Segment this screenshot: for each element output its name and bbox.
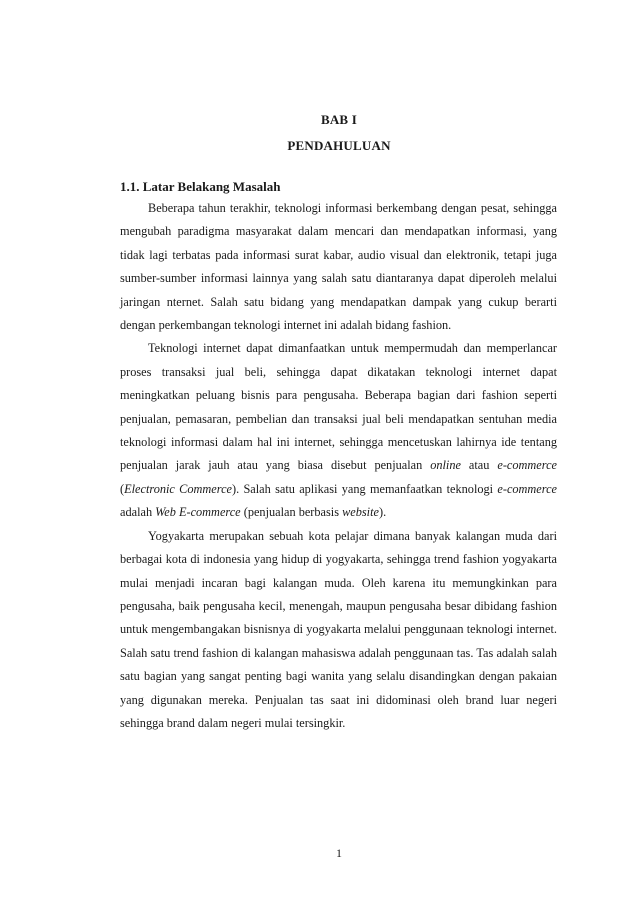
section-heading: 1.1. Latar Belakang Masalah [120,179,281,194]
italic-term: e-commerce [497,458,557,473]
text-run: Teknologi internet dapat dimanfaatkan untuk mempermudah dan memperlancar proses transaksi jual beli, sehingga dapat dikatakan teknologi internet dapat meningkatkan peluang bisnis para pengusaha. Beberapa bagian dari fashion seperti penjualan, pemasaran, pembelian dan transaksi jual beli mendapatkan sentuhan media teknologi informasi dalam hal ini internet, sehingga mencetuskan lahirnya ide tentang penjualan jarak jauh atau yang biasa disebut penjualan [120,341,557,473]
italic-term: online [430,458,461,473]
text-run: ). Salah satu aplikasi yang memanfaatkan teknologi [232,481,498,496]
text-run: ). [378,505,387,520]
italic-term: Web E-commerce [155,505,241,520]
paragraph [120,197,557,337]
text-run: ( [120,481,125,496]
italic-term: website [342,505,379,520]
text-run: Yogyakarta merupakan sebuah kota pelajar dimana banyak kalangan muda dari berbagai kota di indonesia yang hidup di yogyakarta, sehingga trend fashion yogyakarta mulai menjadi incaran bagi kalangan muda. Oleh karena itu memungkinkan para pengusaha, baik pengusaha kecil, menengah, maupun pengusaha besar dibidang fashion untuk mengembangakan bisnisnya di yogyakarta melalui penggunaan teknologi internet. Salah satu trend fashion di kalangan mahasiswa adalah penggunaan tas. Tas adalah salah satu bagian yang sangat penting bagi wanita yang selalu disandingkan dengan pakaian yang digunakan mereka. Penjualan tas saat ini didominasi oleh brand luar negeri sehingga brand dalam negeri mulai tersingkir. [120,528,557,730]
paragraph [120,337,557,524]
body-text [120,197,557,735]
page-number: 1 [336,846,342,860]
text-run: atau [460,458,498,473]
chapter-number: BAB I [320,112,358,127]
chapter-title: PENDAHULUAN [287,138,391,153]
paragraph [120,525,557,736]
text-run: (penjualan berbasis [240,505,343,520]
text-run: adalah [120,505,156,520]
text-run: Beberapa tahun terakhir, teknologi informasi berkembang dengan pesat, sehingga mengubah paradigma masyarakat dalam mencari dan mendapatkan informasi, yang tidak lagi terbatas pada informasi surat kabar, audio visual dan elektronik, tetapi juga sumber-sumber informasi lainnya yang salah satu diantaranya dapat diperoleh melalui jaringan nternet. Salah satu bidang yang mendapatkan dampak yang cukup berarti dengan perkembangan teknologi internet ini adalah bidang fashion. [120,201,557,333]
italic-term: e-commerce [497,481,558,496]
italic-term: Electronic Commerce [124,481,232,496]
